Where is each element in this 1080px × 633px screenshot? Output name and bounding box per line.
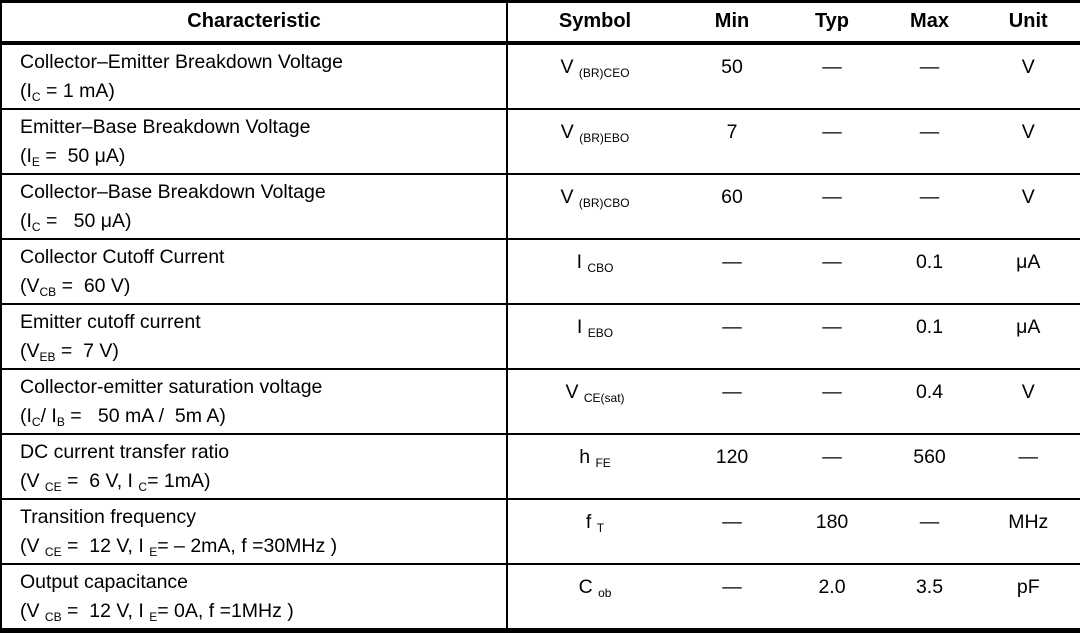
- max-value: —: [882, 499, 977, 564]
- max-value: 560: [882, 434, 977, 499]
- min-value: 120: [682, 434, 782, 499]
- symbol-cell: I $_{CBO}$: [507, 239, 682, 304]
- min-value: —: [682, 239, 782, 304]
- table-row: [1, 304, 1080, 369]
- typ-value: —: [782, 434, 882, 499]
- symbol-cell: C $_{ob}$: [507, 564, 682, 631]
- typ-value: —: [782, 369, 882, 434]
- typ-value: 2.0: [782, 564, 882, 631]
- min-value: 60: [682, 174, 782, 239]
- min-value: —: [682, 499, 782, 564]
- table-row: [1, 174, 1080, 239]
- characteristic-name: Collector–Base Breakdown Voltage: [20, 180, 326, 203]
- min-value: —: [682, 564, 782, 631]
- column-header-symbol: Symbol: [507, 2, 682, 43]
- test-condition: ($I_E = 50$ μA): [20, 144, 126, 169]
- table-row: [1, 109, 1080, 174]
- max-value: 3.5: [882, 564, 977, 631]
- column-header-min: Min: [682, 2, 782, 43]
- max-value: —: [882, 43, 977, 109]
- test-condition: (V $_{CE}$ = 6 V, I $_C$= 1mA): [20, 469, 211, 494]
- characteristic-cell: [1, 43, 507, 109]
- characteristic-name: Emitter–Base Breakdown Voltage: [20, 115, 311, 138]
- unit-value: V: [977, 369, 1080, 434]
- typ-value: 180: [782, 499, 882, 564]
- characteristic-name: Output capacitance: [20, 570, 189, 593]
- characteristic-cell: [1, 174, 507, 239]
- column-header-characteristic: Characteristic: [1, 2, 507, 43]
- table-row: [1, 499, 1080, 564]
- typ-value: —: [782, 43, 882, 109]
- symbol-cell: V $_{CE(sat)}$: [507, 369, 682, 434]
- min-value: —: [682, 369, 782, 434]
- symbol-cell: V $_{(BR)EBO}$: [507, 109, 682, 174]
- symbol-cell: f $_T$: [507, 499, 682, 564]
- unit-value: V: [977, 109, 1080, 174]
- characteristic-cell: [1, 239, 507, 304]
- typ-value: —: [782, 174, 882, 239]
- characteristic-name: Collector Cutoff Current: [20, 245, 225, 268]
- unit-value: —: [977, 434, 1080, 499]
- min-value: 50: [682, 43, 782, 109]
- test-condition: (V $_{CB}$ = 12 V, I $_E$= 0A, f =1MHz ): [20, 599, 294, 624]
- max-value: 0.1: [882, 304, 977, 369]
- max-value: 0.4: [882, 369, 977, 434]
- characteristic-cell: [1, 109, 507, 174]
- characteristic-name: Transition frequency: [20, 505, 196, 528]
- table-row: [1, 369, 1080, 434]
- characteristic-cell: [1, 304, 507, 369]
- characteristic-cell: [1, 369, 507, 434]
- characteristic-name: Collector–Emitter Breakdown Voltage: [20, 50, 343, 73]
- characteristic-cell: [1, 499, 507, 564]
- unit-value: V: [977, 43, 1080, 109]
- unit-value: MHz: [977, 499, 1080, 564]
- column-header-max: Max: [882, 2, 977, 43]
- test-condition: ($I_C/$ $I_B = 50$ mA / 5m A): [20, 404, 226, 429]
- table-body: [1, 43, 1080, 631]
- characteristic-cell: [1, 564, 507, 631]
- test-condition: ($I_C = 1$ mA): [20, 79, 115, 104]
- typ-value: —: [782, 239, 882, 304]
- test-condition: ($V_{EB} = 7$ V): [20, 339, 119, 364]
- symbol-cell: V $_{(BR)CBO}$: [507, 174, 682, 239]
- test-condition: ($V_{CB} = 60$ V): [20, 274, 131, 299]
- characteristic-name: Emitter cutoff current: [20, 310, 201, 333]
- characteristic-cell: [1, 434, 507, 499]
- min-value: 7: [682, 109, 782, 174]
- table-row: [1, 434, 1080, 499]
- max-value: —: [882, 109, 977, 174]
- table-row: [1, 239, 1080, 304]
- symbol-cell: V $_{(BR)CEO}$: [507, 43, 682, 109]
- test-condition: ($I_C = 50$ μA): [20, 209, 132, 234]
- unit-value: μA: [977, 304, 1080, 369]
- max-value: —: [882, 174, 977, 239]
- unit-value: μA: [977, 239, 1080, 304]
- unit-value: pF: [977, 564, 1080, 631]
- max-value: 0.1: [882, 239, 977, 304]
- typ-value: —: [782, 304, 882, 369]
- table-row: [1, 564, 1080, 631]
- typ-value: —: [782, 109, 882, 174]
- column-header-typ: Typ: [782, 2, 882, 43]
- header-row: [1, 2, 1080, 43]
- symbol-cell: I $_{EBO}$: [507, 304, 682, 369]
- characteristic-name: Collector-emitter saturation voltage: [20, 375, 323, 398]
- symbol-cell: h $_{FE}$: [507, 434, 682, 499]
- column-header-unit: Unit: [977, 2, 1080, 43]
- test-condition: (V $_{CE}$ = 12 V, I $_E$= – 2mA, f =30MHz ): [20, 534, 338, 559]
- unit-value: V: [977, 174, 1080, 239]
- table-header: [1, 2, 1080, 43]
- characteristic-name: DC current transfer ratio: [20, 440, 230, 463]
- table-row: [1, 43, 1080, 109]
- min-value: —: [682, 304, 782, 369]
